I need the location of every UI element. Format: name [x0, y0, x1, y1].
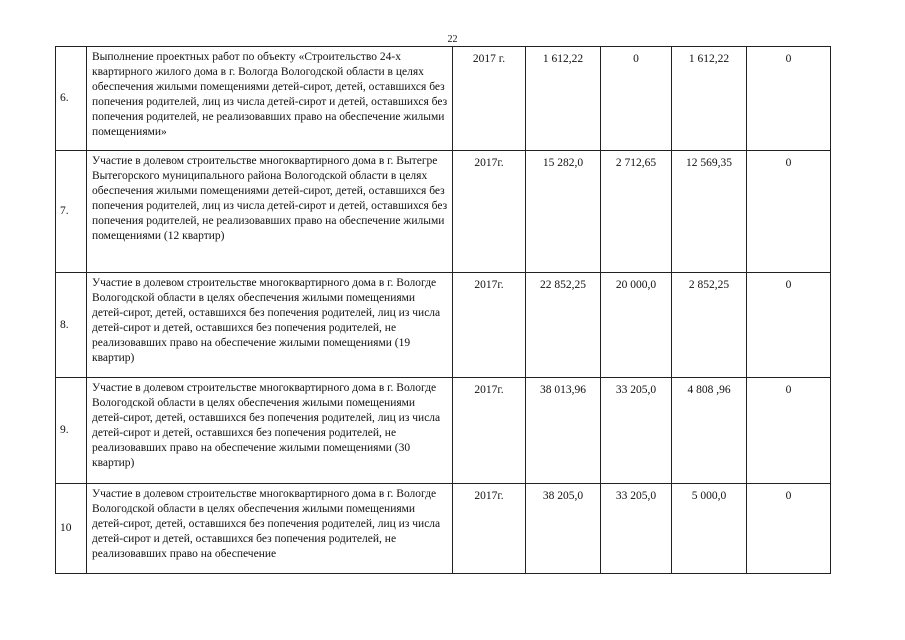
- row-description: Выполнение проектных работ по объекту «Строительство 24-х квартирного жилого дома в г. Вологда Вологодской области в целях обеспечения жилыми помещениями детей-сирот, детей, оставшихся без попечения родителей, лиц из числа детей-сирот и детей, оставшихся без попечения родителей, не реализовавших право на обеспечение жилыми помещениями»: [87, 47, 453, 151]
- row-value-3: 4 808 ,96: [672, 378, 747, 484]
- row-total: 1 612,22: [526, 47, 601, 151]
- row-description: Участие в долевом строительстве многоквартирного дома в г. Вологде Вологодской области в целях обеспечения жилыми помещениями детей-сирот, детей, оставшихся без попечения родителей, лиц из числа детей-сирот и детей, оставшихся без попечения родителей, не реализовавших право на обеспечение: [87, 484, 453, 574]
- row-value-2: 0: [601, 47, 672, 151]
- row-description: Участие в долевом строительстве многоквартирного дома в г. Вологде Вологодской области в целях обеспечения жилыми помещениями детей-сирот, детей, оставшихся без попечения родителей, лиц из числа детей-сирот и детей, оставшихся без попечения родителей, не реализовавших право на обеспечение жилыми помещениями (19 квартир): [87, 273, 453, 378]
- row-value-2: 33 205,0: [601, 378, 672, 484]
- row-description: Участие в долевом строительстве многоквартирного дома в г. Вологде Вологодской области в целях обеспечения жилыми помещениями детей-сирот, детей, оставшихся без попечения родителей, лиц из числа детей-сирот и детей, оставшихся без попечения родителей, не реализовавших право на обеспечение жилыми помещениями (30 квартир): [87, 378, 453, 484]
- row-number: 10: [56, 484, 87, 574]
- program-table: [55, 46, 831, 574]
- row-value-4: 0: [747, 378, 831, 484]
- row-value-4: 0: [747, 47, 831, 151]
- row-value-3: 12 569,35: [672, 151, 747, 273]
- row-value-2: 20 000,0: [601, 273, 672, 378]
- row-year: 2017г.: [453, 484, 526, 574]
- table-row: [56, 484, 831, 574]
- row-year: 2017г.: [453, 273, 526, 378]
- row-value-4: 0: [747, 151, 831, 273]
- row-year: 2017 г.: [453, 47, 526, 151]
- row-number: 7.: [56, 151, 87, 273]
- row-value-2: 33 205,0: [601, 484, 672, 574]
- table-row: [56, 378, 831, 484]
- row-description: Участие в долевом строительстве многоквартирного дома в г. Вытегре Вытегорского муниципального района Вологодской области в целях обеспечения жилыми помещениями детей-сирот, детей, оставшихся без попечения родителей, лиц из числа детей-сирот и детей, оставшихся без попечения родителей, не реализовавших право на обеспечение жилыми помещениями (12 квартир): [87, 151, 453, 273]
- row-number: 8.: [56, 273, 87, 378]
- row-value-4: 0: [747, 484, 831, 574]
- row-total: 15 282,0: [526, 151, 601, 273]
- row-number: 9.: [56, 378, 87, 484]
- row-value-2: 2 712,65: [601, 151, 672, 273]
- row-value-3: 1 612,22: [672, 47, 747, 151]
- row-total: 38 205,0: [526, 484, 601, 574]
- page-number: 22: [447, 34, 458, 45]
- table-row: [56, 273, 831, 378]
- row-value-4: 0: [747, 273, 831, 378]
- row-value-3: 5 000,0: [672, 484, 747, 574]
- row-year: 2017г.: [453, 151, 526, 273]
- row-year: 2017г.: [453, 378, 526, 484]
- row-value-3: 2 852,25: [672, 273, 747, 378]
- row-number: 6.: [56, 47, 87, 151]
- row-total: 38 013,96: [526, 378, 601, 484]
- row-total: 22 852,25: [526, 273, 601, 378]
- table-row: [56, 47, 831, 151]
- table-row: [56, 151, 831, 273]
